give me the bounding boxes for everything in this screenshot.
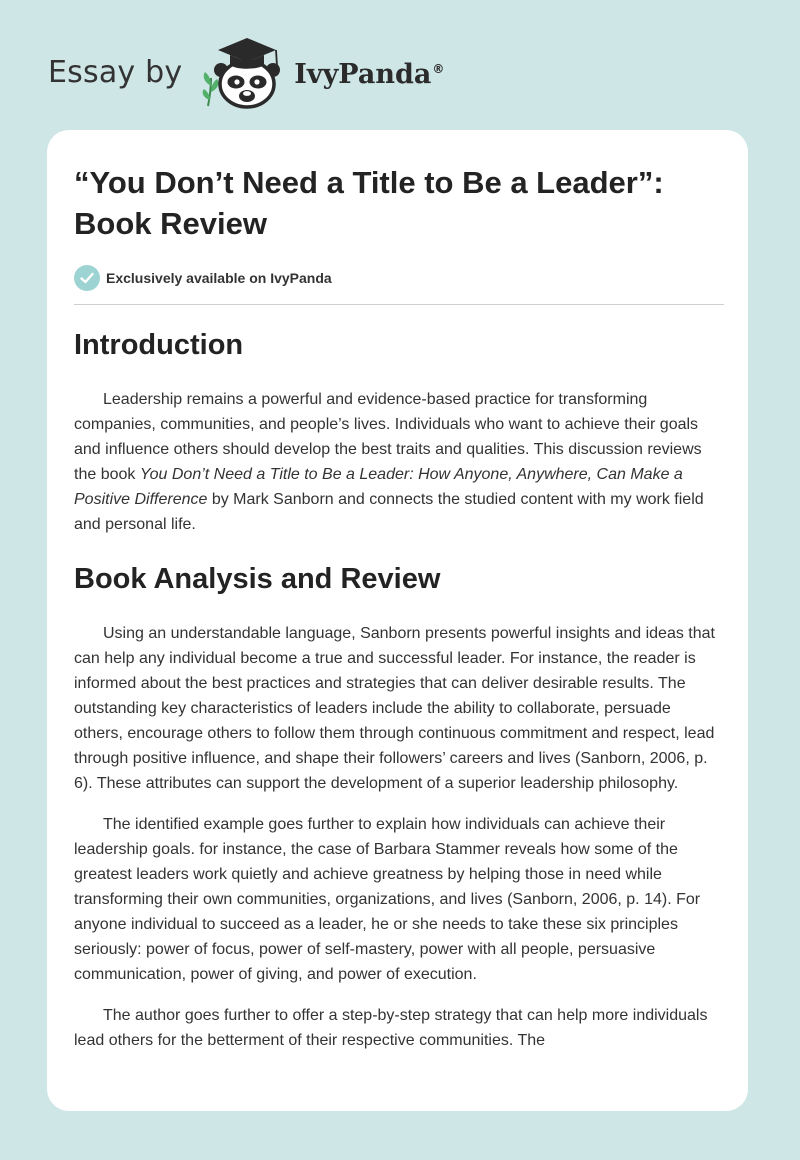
book-title-italic: You Don’t Need a Title to Be a Leader: How Anyone, Anywhere, Can Make a Positive Difference bbox=[74, 466, 683, 508]
paragraph: Using an understandable language, Sanborn presents powerful insights and ideas that can help any individual become a true and successful leader. For instance, the reader is informed about the best practices and strategies that can deliver desirable results. The outstanding key characteristics of leaders include the ability to collaborate, persuade others, encourage others to follow them through continuous commitment and respect, lead through positive influence, and shape their followers’ careers and lives (Sanborn, 2006, p. 6). These attributes can support the development of a superior leadership philosophy. bbox=[74, 625, 715, 792]
badge-text: Exclusively available on IvyPanda bbox=[106, 270, 332, 286]
paragraph: The author goes further to offer a step-by-step strategy that can help more individuals lead others for the betterment of their respective communities. The bbox=[74, 1007, 708, 1049]
section-heading-book-analysis: Book Analysis and Review bbox=[74, 563, 441, 595]
title-line-1: “You Don’t Need a Title to Be a Leader”: bbox=[74, 165, 664, 200]
essay-card bbox=[47, 130, 748, 1111]
exclusive-badge bbox=[74, 264, 722, 292]
section-heading-introduction: Introduction bbox=[74, 329, 244, 361]
paragraph: The identified example goes further to explain how individuals can achieve their leadership goals. for instance, the case of Barbara Stammer reveals how some of the greatest leaders work quietly and achieve greatness by helping those in need while transforming their own communities, organizations, and lives (Sanborn, 2006, p. 14). For anyone individual to succeed as a leader, he or she needs to take these six principles seriously: power of focus, power of self-mastery, power with all people, persuasive communication, power of giving, and power of execution. bbox=[74, 816, 701, 983]
brand-name[interactable]: IvyPanda® bbox=[294, 58, 445, 90]
divider bbox=[74, 304, 724, 305]
check-circle-icon bbox=[74, 265, 100, 291]
panda-graduate-icon[interactable] bbox=[196, 32, 292, 112]
site-header bbox=[48, 32, 444, 112]
registered-mark: ® bbox=[432, 61, 445, 76]
page-title bbox=[74, 162, 722, 244]
title-line-2: Book Review bbox=[74, 206, 267, 241]
paragraph: Leadership remains a powerful and evidence-based practice for transforming companies, communities, and people’s lives. Individuals who want to achieve their goals and influence others should develop the best traits and qualities. This discussion reviews the book You Don’t Need a Title to Be a Leader: How Anyone, Anywhere, Can Make a Positive Difference by Mark Sanborn and connects the studied content with my work field and personal life. bbox=[74, 391, 704, 533]
essay-by-label: Essay by bbox=[48, 54, 183, 90]
